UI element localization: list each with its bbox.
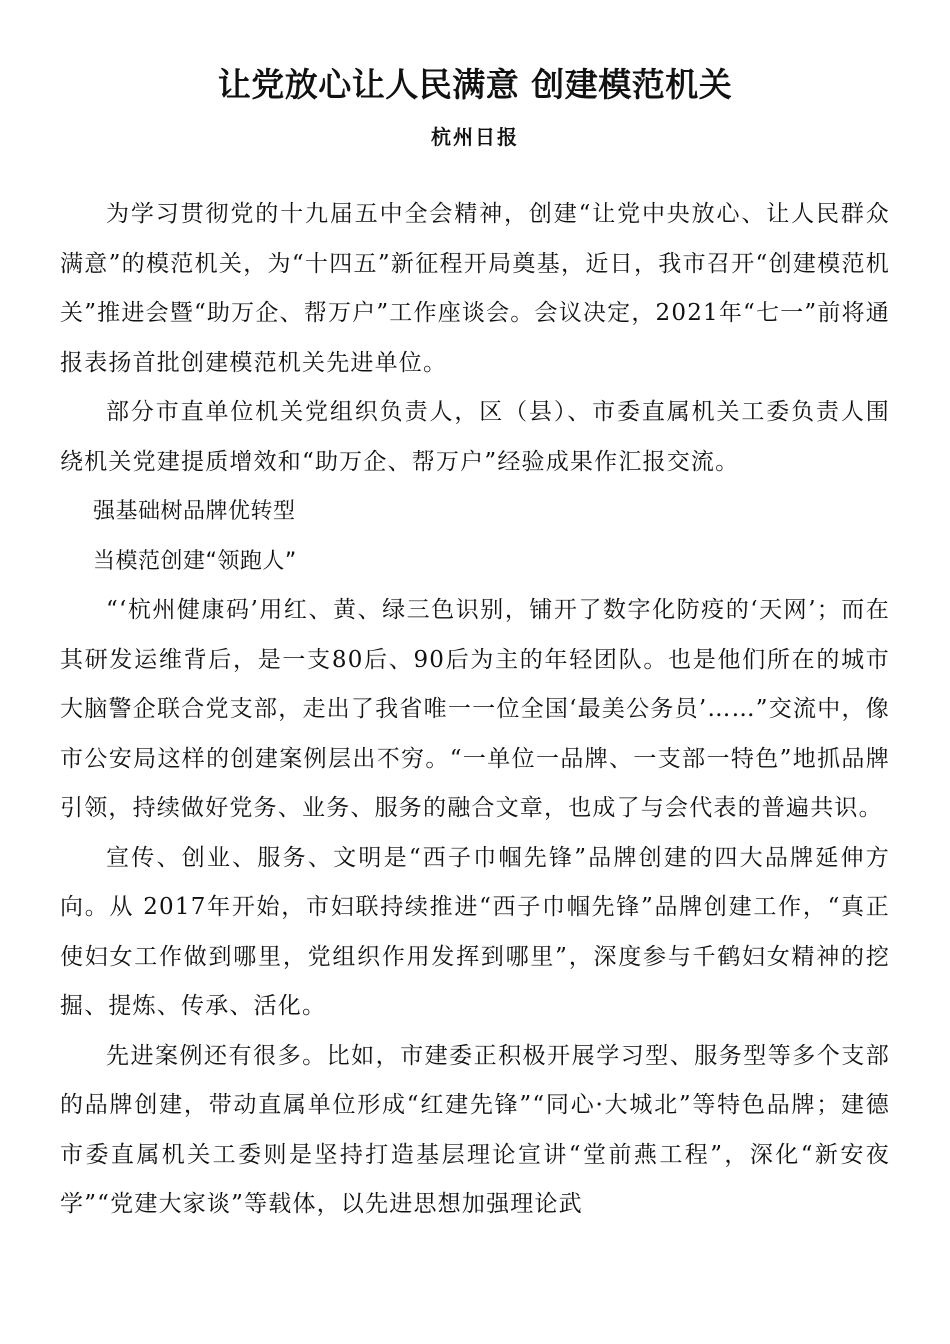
section-heading: 当模范创建“领跑人” <box>93 548 297 574</box>
section-heading: 强基础树品牌优转型 <box>93 499 296 524</box>
paragraph: 先进案例还有很多。比如，市建委正积极开展学习型、服务型等多个支部的品牌创建，带动直属单位形成“红建先锋”“同心·大城北”等特色品牌；建德市委直属机关工委则是坚持打造基层理论宣讲“堂前燕工程”，深化“新安夜学”“党建大家谈”等载体，以先进思想加强理论武 <box>60 1042 890 1217</box>
paragraph: 为学习贯彻党的十九届五中全会精神，创建“让党中央放心、让人民群众满意”的模范机关，为“十四五”新征程开局奠基，近日，我市召开“创建模范机关”推进会暨“助万企、帮万户”工作座谈会。会议决定，2021年“七一”前将通报表扬首批创建模范机关先进单位。 <box>60 201 890 376</box>
paragraph: 宣传、创业、服务、文明是“西子巾帼先锋”品牌创建的四大品牌延伸方向。从 2017年开始，市妇联持续推进“西子巾帼先锋”品牌创建工作，“真正使妇女工作做到哪里，党组织作用发挥到哪里”，深度参与千鹤妇女精神的挖掘、提炼、传承、活化。 <box>60 844 890 1019</box>
paragraph: “‘杭州健康码’用红、黄、绿三色识别，铺开了数字化防疫的‘天网’；而在其研发运维背后，是一支80后、90后为主的年轻团队。也是他们所在的城市大脑警企联合党支部，走出了我省唯一一位全国‘最美公务员’……”交流中，像市公安局这样的创建案例层出不穷。“一单位一品牌、一支部一特色”地抓品牌引领，持续做好党务、业务、服务的融合文章，也成了与会代表的普遍共识。 <box>60 597 890 821</box>
article-body <box>60 190 890 1230</box>
article-title: 让党放心让人民满意 创建模范机关 <box>217 65 733 104</box>
paragraph: 部分市直单位机关党组织负责人，区（县）、市委直属机关工委负责人围绕机关党建提质增效和“助万企、帮万户”经验成果作汇报交流。 <box>60 399 890 475</box>
article-source: 杭州日报 <box>431 125 519 149</box>
